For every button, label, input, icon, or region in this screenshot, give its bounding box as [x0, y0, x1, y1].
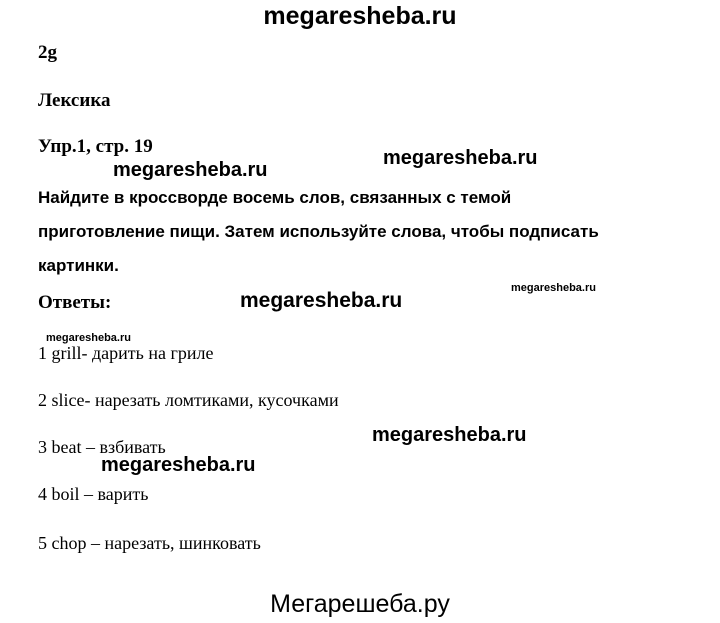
watermark-top: megaresheba.ru	[263, 2, 457, 30]
task-line: картинки.	[38, 256, 119, 275]
watermark-bottom: Мегарешеба.ру	[270, 590, 450, 618]
answer-item: 2 slice- нарезать ломтиками, кусочками	[38, 390, 339, 410]
watermark: megaresheba.ru	[511, 282, 596, 294]
task-line: приготовление пищи. Затем используйте слова, чтобы подписать	[38, 222, 599, 241]
exercise-heading: Упр.1, стр. 19	[38, 136, 153, 157]
task-text	[38, 181, 599, 283]
answer-item: 4 boil – варить	[38, 484, 149, 504]
watermark: megaresheba.ru	[240, 289, 403, 312]
watermark: megaresheba.ru	[46, 332, 131, 344]
answer-item: 3 beat – взбивать	[38, 437, 166, 457]
watermark: megaresheba.ru	[372, 424, 527, 446]
watermark: megaresheba.ru	[101, 454, 256, 476]
watermark: megaresheba.ru	[383, 147, 538, 169]
task-line: Найдите в кроссворде восемь слов, связанных с темой	[38, 188, 512, 207]
answer-item: 5 chop – нарезать, шинковать	[38, 533, 261, 553]
answer-item: 1 grill- дарить на гриле	[38, 343, 214, 363]
answers-heading: Ответы:	[38, 292, 112, 313]
unit-number: 2g	[38, 42, 57, 63]
watermark: megaresheba.ru	[113, 159, 268, 181]
section-title: Лексика	[38, 90, 111, 111]
